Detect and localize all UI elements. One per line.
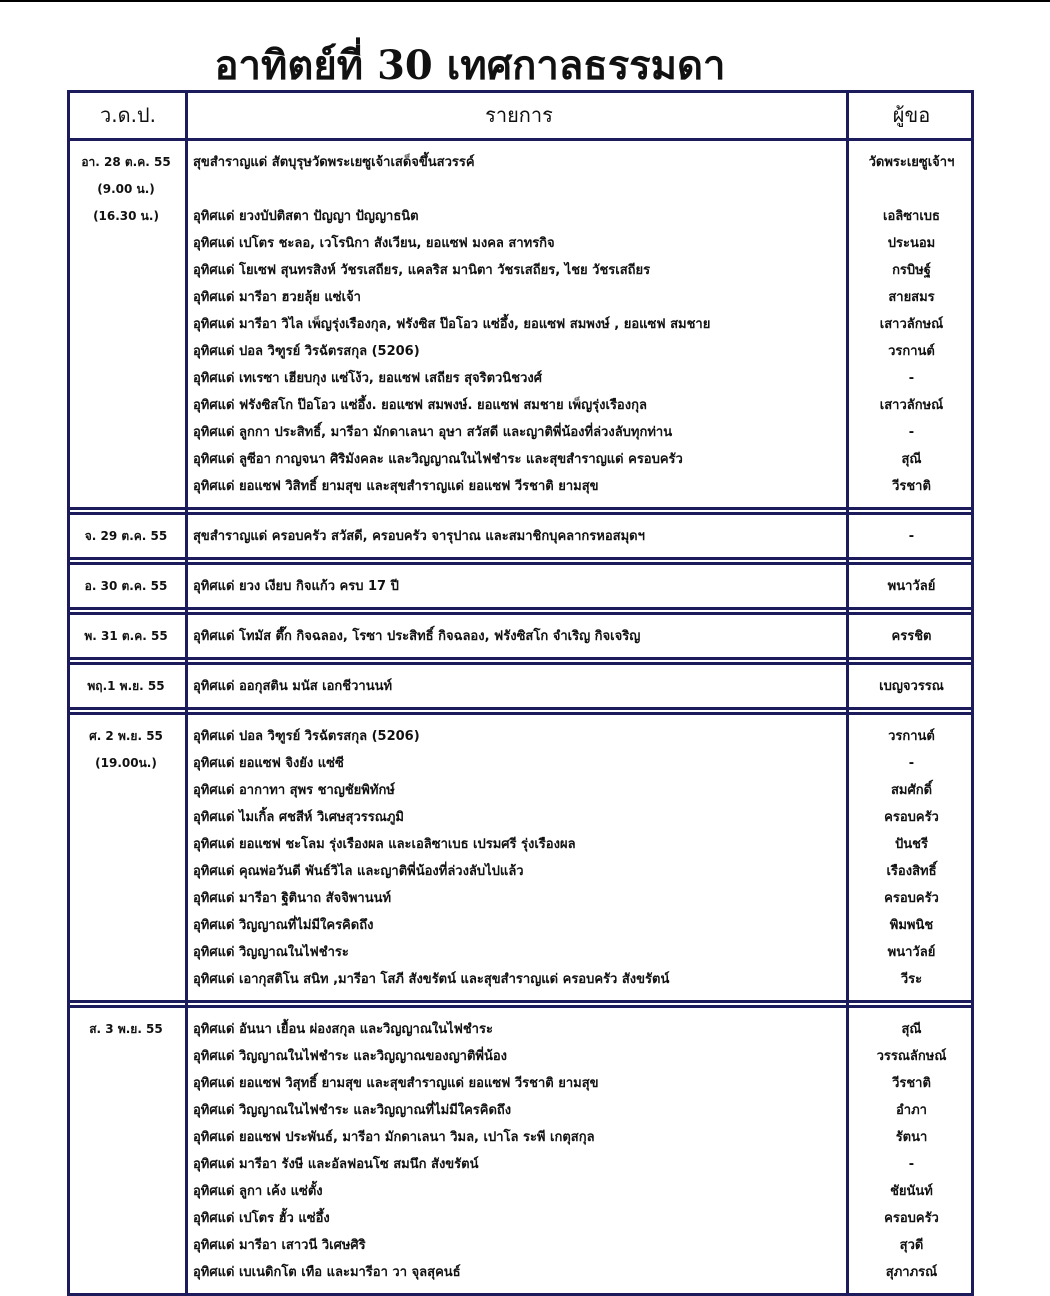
intention-item: อุทิศแด่ เปโตร ฮั้ว แซ่อึ้ง — [193, 1211, 330, 1226]
date-cell: อ. 30 ต.ค. 55 — [84, 579, 168, 593]
intention-item: อุทิศแด่ วิญญาณในไฟชำระ และวิญญาณที่ไม่มีใครคิดถึง — [193, 1103, 512, 1118]
intention-item: อุทิศแด่ คุณพ่อวันดี พันธ์วิไล และญาติพี่น้องที่ล่วงลับไปแล้ว — [193, 864, 524, 879]
group-separator — [67, 657, 974, 660]
intention-item: อุทิศแด่ อันนา เยื้อน ผ่องสกุล และวิญญาณในไฟชำระ — [193, 1022, 493, 1037]
intention-item: อุทิศแด่ เทเรซา เฮียบกุง แซ่โง้ว, ยอแซฟ เสถียร สุจริตวนิชวงศ์ — [193, 371, 542, 386]
requester-name: อำภา — [896, 1103, 927, 1118]
date-cell: พ. 31 ต.ค. 55 — [84, 629, 168, 643]
requester-name — [849, 176, 974, 203]
intention-item: อุทิศแด่ วิญญาณในไฟชำระ และวิญญาณของญาติพี่น้อง — [193, 1049, 507, 1064]
intention-item: อุทิศแด่ เบเนดิกโต เทือ และมารีอา วา จุลสุคนธ์ — [193, 1265, 461, 1280]
group-separator — [67, 557, 974, 560]
requester-name: ครอบครัว — [884, 891, 939, 906]
intention-item: อุทิศแด่ มารีอา ฮวยลุ้ย แซ่เจ้า — [193, 290, 361, 305]
intention-item: อุทิศแด่ ลูซีอา กาญจนา ศิริมังคละ และวิญญาณในไฟชำระ และสุขสำราญแด่ ครอบครัว — [193, 452, 683, 467]
requester-name: เอลิซาเบธ — [883, 209, 940, 224]
requester-name: วัดพระเยซูเจ้าฯ — [868, 155, 955, 170]
intention-item: สุขสำราญแด่ ครอบครัว สวัสดี, ครอบครัว จารุปาณ และสมาชิกบุคลากรหอสมุดฯ — [193, 529, 645, 544]
requester-name: พิมพนิช — [889, 918, 934, 933]
intention-item: อุทิศแด่ มารีอา รังษี และอัลฟอนโซ สมนึก สังขรัตน์ — [193, 1157, 479, 1172]
column-divider-date — [185, 90, 188, 1296]
date-cell: (16.30 น.) — [93, 209, 159, 223]
requester-name: ครรชิต — [891, 629, 932, 644]
requester-name: รัตนา — [895, 1130, 928, 1145]
group-separator — [67, 507, 974, 510]
requester-name: วีรชาติ — [892, 479, 931, 494]
requester-name: สุณี — [901, 452, 922, 467]
date-cell: (9.00 น.) — [97, 182, 155, 196]
requester-name: ครอบครัว — [884, 810, 939, 825]
intention-item: อุทิศแด่ ยอแซฟ ชะโลม รุ่งเรืองผล และเอลิซาเบธ เปรมศรี รุ่งเรืองผล — [193, 837, 576, 852]
intention-item: อุทิศแด่ ปอล วิฑูรย์ วิรฉัตรสกุล (5206) — [193, 729, 420, 744]
requester-name: พนาวัลย์ — [887, 945, 936, 960]
intention-item: อุทิศแด่ ไมเกิ้ล ศชสีห์ วิเศษสุวรรณภูมิ — [193, 810, 404, 825]
requester-name: สุณี — [901, 1022, 922, 1037]
header-date: ว.ด.ป. — [100, 103, 156, 127]
intention-item: อุทิศแด่ ลูกา เค้ง แซ่ตั้ง — [193, 1184, 323, 1199]
intention-item: อุทิศแด่ มารีอา เสาวนี วิเศษศิริ — [193, 1238, 366, 1253]
page-title: อาทิตย์ที่ 30 เทศกาลธรรมดา — [214, 42, 726, 89]
intention-item: สุขสำราญแด่ สัตบุรุษวัดพระเยซูเจ้าเสด็จขึ้นสวรรค์ — [193, 155, 475, 170]
date-cell: อา. 28 ต.ค. 55 — [81, 155, 171, 169]
requester-name: วรกานต์ — [888, 729, 935, 744]
requester-name: ครอบครัว — [884, 1211, 939, 1226]
requester-name: ประนอม — [887, 236, 936, 251]
requester-name: พนาวัลย์ — [887, 579, 936, 594]
header-requester: ผู้ขอ — [892, 103, 931, 127]
date-cell: พฤ.1 พ.ย. 55 — [87, 679, 165, 693]
intention-item: อุทิศแด่ ยอแซฟ จิงยัง แซ่ซี — [193, 756, 344, 771]
date-cell: ศ. 2 พ.ย. 55 — [89, 729, 163, 743]
requester-name: เรืองสิทธิ์ — [886, 864, 937, 879]
requester-name: - — [908, 529, 915, 544]
requester-name: สมศักดิ์ — [890, 783, 933, 798]
intentions-table — [67, 90, 974, 1296]
intention-item: อุทิศแด่ วิญญาณที่ไม่มีใครคิดถึง — [193, 918, 374, 933]
group-separator — [67, 612, 974, 615]
requester-name: วีระ — [900, 972, 923, 987]
group-separator — [67, 1005, 974, 1008]
intention-item: อุทิศแด่ เปโตร ชะลอ, เวโรนิกา สังเวียน, ยอแซฟ มงคล สาทรกิจ — [193, 236, 555, 251]
date-cell: จ. 29 ต.ค. 55 — [84, 529, 168, 543]
requester-name: กรบิษฐ์ — [892, 263, 931, 278]
intention-item: อุทิศแด่ โทมัส ตึ๊ก กิจฉลอง, โรซา ประสิทธิ์ กิจฉลอง, ฟรังซิสโก จำเริญ กิจเจริญ — [193, 629, 641, 644]
intention-item: อุทิศแด่ มารีอา วิไล เพ็ญรุ่งเรืองกุล, ฟรังซิส ป๊อโอว แซ่อึ้ง, ยอแซฟ สมพงษ์ , ยอแซฟ สมชาย — [193, 317, 711, 332]
requester-name: เสาวลักษณ์ — [879, 398, 944, 413]
header-bottom-border — [67, 138, 974, 141]
group-separator — [67, 607, 974, 610]
requester-name: - — [908, 756, 915, 771]
intention-item: อุทิศแด่ ออกุสติน มนัส เอกชีวานนท์ — [193, 679, 393, 694]
group-separator — [67, 562, 974, 565]
intention-item: อุทิศแด่ ยอแซฟ ประพันธ์, มารีอา มักดาเลนา วิมล, เปาโล ระพี เกตุสกุล — [193, 1130, 595, 1145]
requester-name: เบญจวรรณ — [879, 679, 944, 694]
intention-item — [193, 176, 843, 203]
group-separator — [67, 712, 974, 715]
intention-item: อุทิศแด่ มารีอา ฐิตินาถ สัจจิพานนท์ — [193, 891, 392, 906]
requester-name: ชัยนันท์ — [890, 1184, 933, 1199]
group-separator — [67, 707, 974, 710]
intention-item: อุทิศแด่ ยอแซฟ วิสิทธิ์ ยามสุข และสุขสำราญแด่ ยอแซฟ วีรชาติ ยามสุข — [193, 479, 599, 494]
top-border-line — [0, 0, 1050, 2]
intention-item: อุทิศแด่ ฟรังซิสโก ป๊อโอว แซ่อึ้ง. ยอแซฟ สมพงษ์. ยอแซฟ สมชาย เพ็ญรุ่งเรืองกุล — [193, 398, 647, 413]
table-top-border — [67, 90, 974, 93]
requester-name: - — [908, 1157, 915, 1172]
date-cell: (19.00น.) — [95, 756, 157, 770]
requester-name: สายสมร — [888, 290, 935, 305]
requester-name: - — [908, 425, 915, 440]
requester-name: สุภาภรณ์ — [885, 1265, 938, 1280]
group-separator — [67, 512, 974, 515]
intention-item: อุทิศแด่ เอากุสติโน สนิท ,มารีอา โสภี สังขรัตน์ และสุขสำราญแด่ ครอบครัว สังขรัตน์ — [193, 972, 670, 987]
requester-name: ปันชรี — [895, 837, 928, 852]
header-item: รายการ — [485, 103, 553, 127]
requester-name: สุวดี — [899, 1238, 924, 1253]
requester-name: วีรชาติ — [892, 1076, 931, 1091]
date-cell: ส. 3 พ.ย. 55 — [89, 1022, 163, 1036]
intention-item: อุทิศแด่ โยเซฟ สุนทรสิงห์ วัชรเสถียร, แคลริส มานิตา วัชรเสถียร, ไชย วัชรเสถียร — [193, 263, 651, 278]
intention-item: อุทิศแด่ วิญญาณในไฟชำระ — [193, 945, 349, 960]
intention-item: อุทิศแด่ ยวง เงียบ กิจแก้ว ครบ 17 ปี — [193, 579, 399, 594]
intention-item: อุทิศแด่ ลูกกา ประสิทธิ์, มารีอา มักดาเลนา อุษา สวัสดี และญาติพี่น้องที่ล่วงลับทุกท่าน — [193, 425, 673, 440]
intention-item: อุทิศแด่ ยวงบัปติสตา ปัญญา ปัญญาธนิต — [193, 209, 419, 224]
intention-item: อุทิศแด่ ยอแซฟ วิสุทธิ์ ยามสุข และสุขสำราญแด่ ยอแซฟ วีรชาติ ยามสุข — [193, 1076, 599, 1091]
requester-name: - — [908, 371, 915, 386]
requester-name: เสาวลักษณ์ — [879, 317, 944, 332]
requester-name: วรกานต์ — [888, 344, 935, 359]
group-separator — [67, 1000, 974, 1003]
intention-item: อุทิศแด่ อากาทา สุพร ชาญชัยพิทักษ์ — [193, 783, 395, 798]
group-separator — [67, 662, 974, 665]
intention-item: อุทิศแด่ ปอล วิฑูรย์ วิรฉัตรสกุล (5206) — [193, 344, 420, 359]
requester-name: วรรณลักษณ์ — [876, 1049, 947, 1064]
